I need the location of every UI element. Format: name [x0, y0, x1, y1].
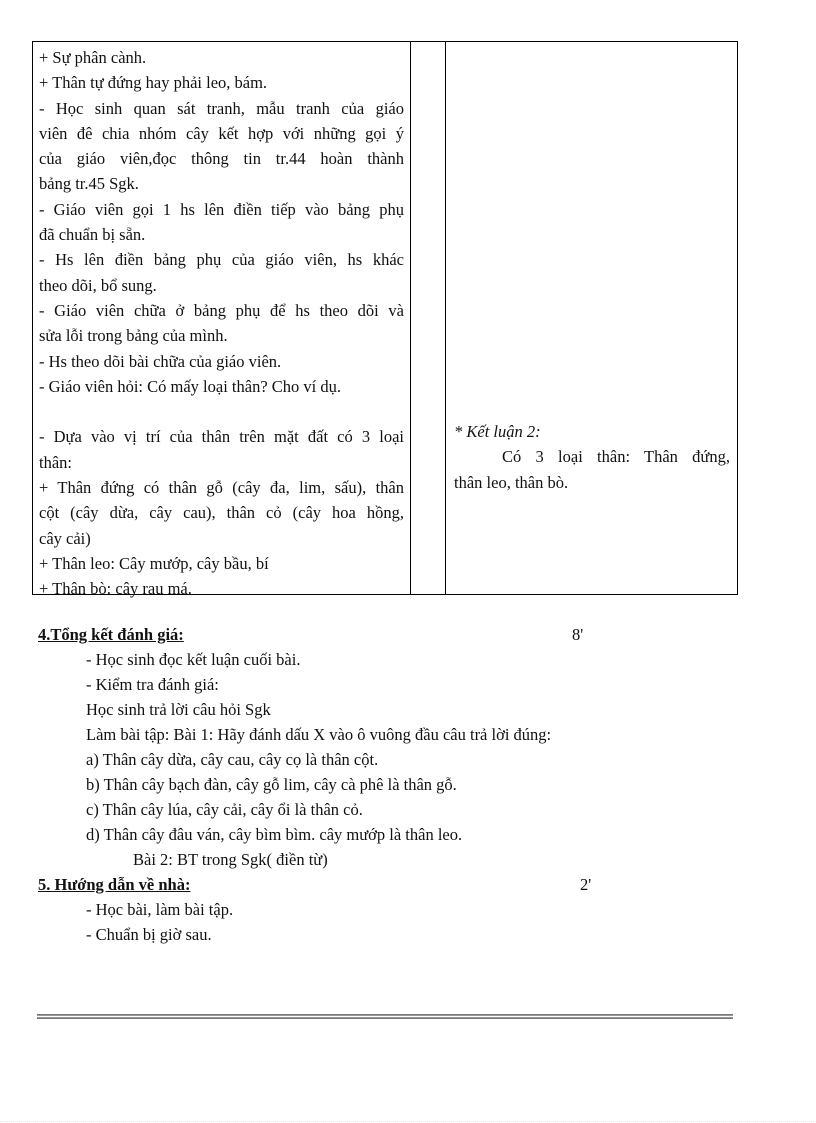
activity-line: đã chuẩn bị sẵn.	[39, 225, 146, 245]
section-5-time: 2'	[580, 875, 592, 894]
activity-line: cây cải)	[39, 528, 91, 548]
section-4-line: - Học sinh đọc kết luận cuối bài.	[86, 650, 301, 669]
activity-line: - Giáo viên hỏi: Có mấy loại thân? Cho ví dụ.	[39, 376, 341, 396]
section-4-line: c) Thân cây lúa, cây cải, cây ổi là thân cỏ.	[86, 800, 363, 819]
conclusion-line: thân leo, thân bò.	[454, 472, 569, 492]
section-4-bai2: Bài 2: BT trong Sgk( điền từ)	[133, 850, 328, 869]
section-4-line: Học sinh trả lời câu hỏi Sgk	[86, 700, 271, 719]
section-4-line: d) Thân cây đâu ván, cây bìm bìm. cây mướp là thân leo.	[86, 825, 463, 844]
conclusion-title: * Kết luận 2:	[454, 422, 541, 441]
blank-line	[39, 399, 404, 424]
activity-line: + Thân leo: Cây mướp, cây bầu, bí	[39, 553, 269, 573]
section-4-line: Làm bài tập: Bài 1: Hãy đánh dấu X vào ô vuông đầu câu trả lời đúng:	[86, 725, 552, 744]
activity-line: thân:	[39, 452, 72, 472]
content-column	[446, 42, 737, 594]
conclusion-block	[454, 419, 730, 495]
section-5-heading: 5. Hướng dẫn về nhà:	[38, 875, 191, 894]
activity-line: - Hs lên điền bảng phụ của giáo viên, hs khác	[39, 250, 404, 270]
activity-line: cột (cây dừa, cây cau), thân cỏ (cây hoa hồng,	[39, 503, 404, 523]
lesson-table	[32, 41, 738, 599]
conclusion-line: Có 3 loại thân: Thân đứng,	[502, 447, 730, 467]
activity-line: - Giáo viên gọi 1 hs lên điền tiếp vào bảng phụ	[39, 199, 404, 219]
section-4-line: - Kiểm tra đánh giá:	[86, 675, 219, 694]
activity-line: - Giáo viên chữa ở bảng phụ để hs theo dõi và	[39, 300, 404, 320]
section-5-line: - Học bài, làm bài tập.	[86, 900, 234, 919]
activity-line: + Sự phân cành.	[39, 48, 147, 67]
activity-line: sửa lỗi trong bảng của mình.	[39, 326, 228, 346]
activity-line: + Thân đứng có thân gỗ (cây đa, lim, sấu), thân	[39, 478, 404, 498]
section-4-time: 8'	[572, 625, 584, 644]
activity-line: viên đê chia nhóm cây kết hợp với những gọi ý	[39, 123, 404, 143]
activity-text	[39, 45, 404, 602]
activity-line: theo dõi, bổ sung.	[39, 275, 157, 295]
section-4-line: b) Thân cây bạch đàn, cây gỗ lim, cây cà phê là thân gỗ.	[86, 775, 457, 794]
activity-line: bảng tr.45 Sgk.	[39, 174, 139, 194]
time-column	[411, 42, 446, 594]
activity-line: - Học sinh quan sát tranh, mẫu tranh của giáo	[39, 98, 404, 118]
activity-line: - Dựa vào vị trí của thân trên mặt đất có 3 loại	[39, 427, 404, 447]
activity-line: + Thân tự đứng hay phải leo, bám.	[39, 73, 268, 93]
activity-column	[33, 42, 411, 599]
activity-line: của giáo viên,đọc thông tin tr.44 hoàn thành	[39, 149, 404, 169]
section-4-line: a) Thân cây dừa, cây cau, cây cọ là thân cột.	[86, 750, 379, 769]
bottom-divider	[37, 1014, 733, 1019]
activity-line: - Hs theo dõi bài chữa của giáo viên.	[39, 351, 282, 371]
activity-line: + Thân bò: cây rau má.	[39, 579, 192, 599]
section-5-line: - Chuẩn bị giờ sau.	[86, 925, 212, 944]
section-4-heading: 4.Tổng kết đánh giá:	[38, 625, 184, 644]
